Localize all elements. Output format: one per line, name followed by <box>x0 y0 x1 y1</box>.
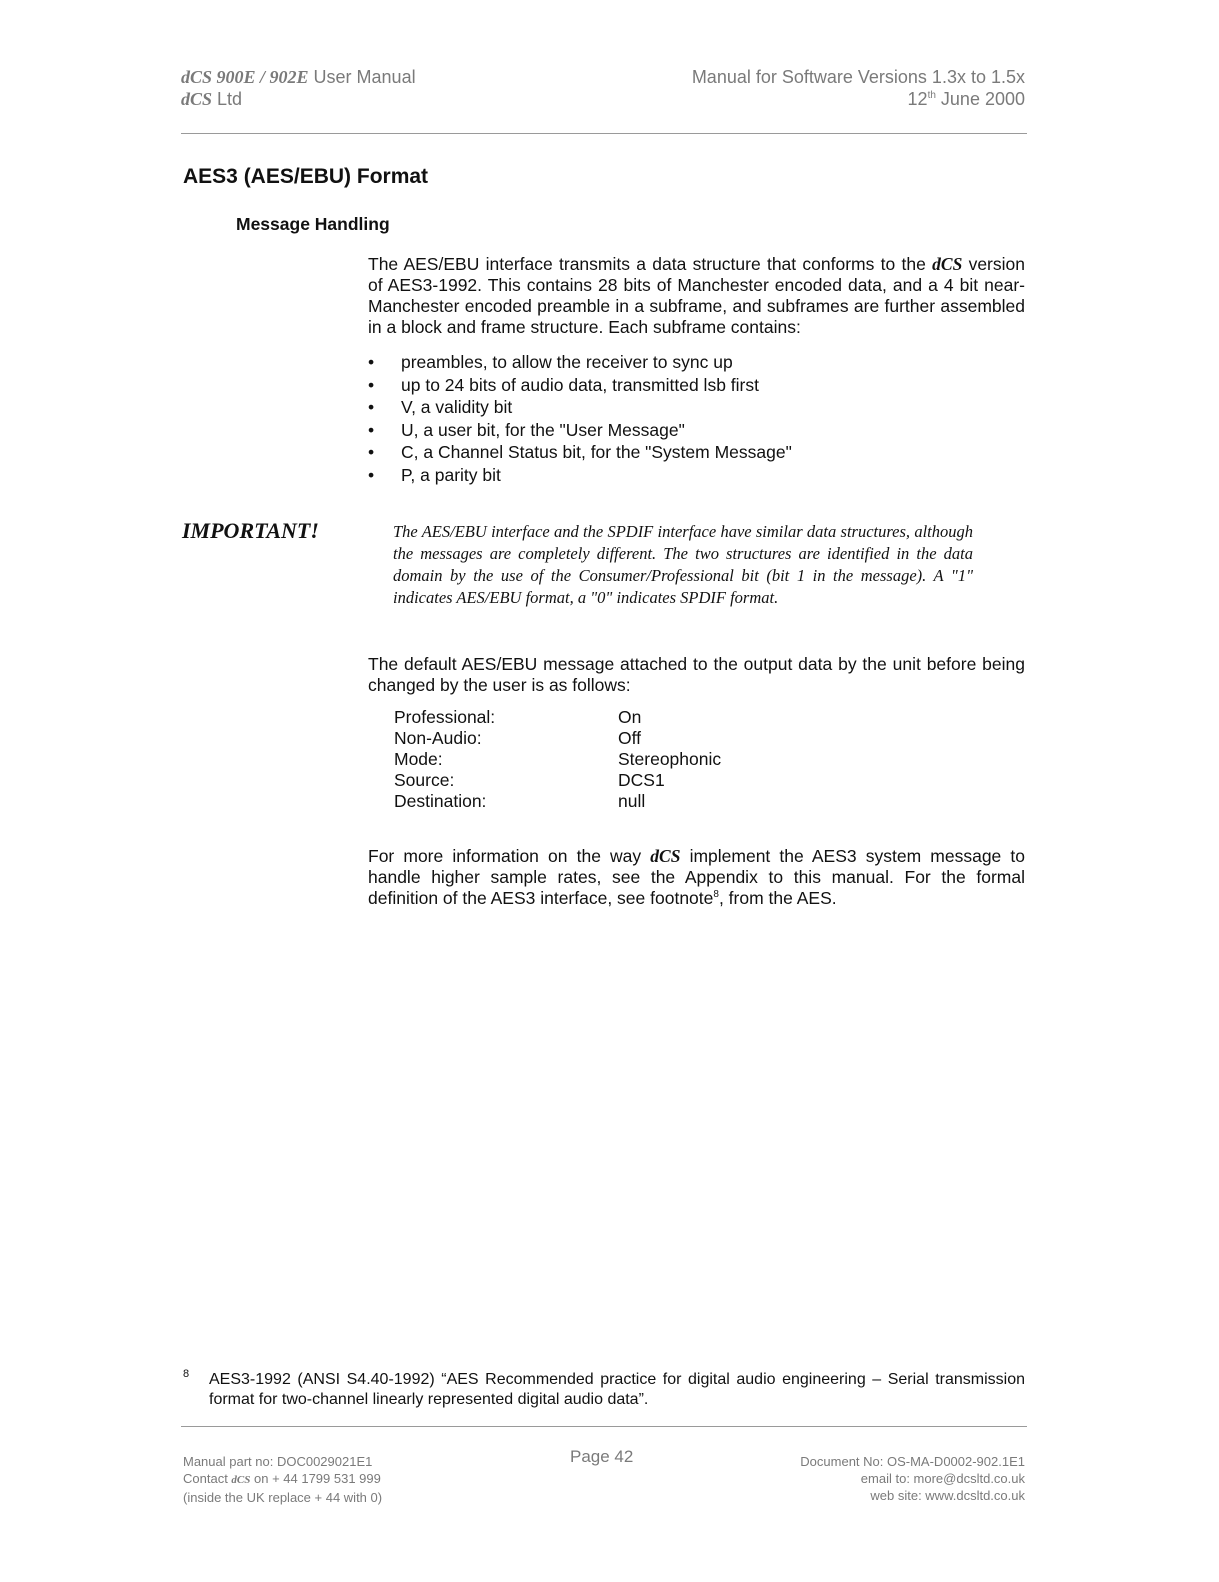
company-brand: dCS <box>181 89 213 109</box>
default-message-table <box>394 707 721 812</box>
subsection-title: Message Handling <box>236 214 390 234</box>
footnote-ref[interactable]: 8 <box>713 889 719 901</box>
website-link[interactable]: web site: www.dcsltd.co.uk <box>870 1488 1025 1503</box>
table-row <box>394 749 721 770</box>
important-label: IMPORTANT! <box>182 518 319 543</box>
field-label: Non-Audio: <box>394 728 482 748</box>
footnote-number: 8 <box>183 1368 190 1380</box>
software-versions: Manual for Software Versions 1.3x to 1.5x <box>691 67 1025 87</box>
header-product <box>181 66 416 88</box>
company-suffix: Ltd <box>212 89 243 109</box>
bullet-icon: • <box>368 374 375 395</box>
bullet-icon: • <box>368 464 375 485</box>
section-title: AES3 (AES/EBU) Format <box>183 165 429 188</box>
field-value: Stereophonic <box>618 749 722 769</box>
important-note-text: The AES/EBU interface and the SPDIF interface have similar data structures, although the messages are completely different. The two structures are identified in the data domain by the use of the Consumer/Professional bit (bit 1 in the message). A "1" indicates AES/EBU format, a "0" indicates SPDIF format. <box>393 522 973 607</box>
bullet-icon: • <box>368 397 375 417</box>
field-label: Source: <box>394 770 455 790</box>
bullet-icon: • <box>368 352 375 372</box>
field-label: Destination: <box>394 791 487 811</box>
list-item-text: P, a parity bit <box>401 464 501 485</box>
footer-left <box>183 1453 382 1506</box>
table-row <box>394 791 721 812</box>
list-item <box>368 419 1025 442</box>
bullet-icon: • <box>368 442 375 462</box>
subframe-contents-list <box>368 351 1025 486</box>
footer-divider <box>181 1426 1027 1427</box>
more-info-paragraph <box>368 846 1025 909</box>
product-brand: dCS 900E / 902E <box>181 67 309 87</box>
contact-line <box>183 1470 382 1489</box>
list-item-text: up to 24 bits of audio data, transmitted lsb first <box>401 374 759 395</box>
more-info-text-2: implement the AES3 system message to handle higher sample rates, see the Appendix to this manual. For the formal definition of the AES3 interface, see footnote <box>368 846 1025 908</box>
manual-part-no: Manual part no: DOC0029021E1 <box>183 1454 373 1469</box>
more-info-brand: dCS <box>650 846 681 866</box>
field-value: On <box>618 707 642 727</box>
more-info-text-3: , from the AES. <box>718 888 837 908</box>
list-item <box>368 396 1025 419</box>
list-item <box>368 441 1025 464</box>
list-item <box>368 374 1025 397</box>
field-label: Mode: <box>394 749 443 769</box>
header-company <box>181 88 242 110</box>
uk-note: (inside the UK replace + 44 with 0) <box>183 1490 383 1505</box>
product-suffix: User Manual <box>308 67 416 87</box>
header-divider <box>181 133 1027 134</box>
contact-phone: on + 44 1799 531 999 <box>250 1471 381 1486</box>
contact-prefix: Contact <box>183 1471 232 1486</box>
field-value: null <box>618 791 646 811</box>
table-row <box>394 728 721 749</box>
field-value: Off <box>618 728 642 748</box>
header-date <box>908 88 1025 110</box>
date-ordinal: th <box>927 90 936 101</box>
default-message-intro: The default AES/EBU message attached to the output data by the unit before being changed by the user is as follows: <box>368 654 1025 695</box>
list-item-text: preambles, to allow the receiver to sync up <box>401 352 733 372</box>
footer-right <box>800 1453 1025 1504</box>
table-row <box>394 770 721 791</box>
field-label: Professional: <box>394 707 496 727</box>
list-item <box>368 464 1025 487</box>
list-item-text: V, a validity bit <box>401 397 513 417</box>
contact-brand: dCS <box>231 1474 251 1486</box>
bullet-icon: • <box>368 419 375 440</box>
footnote-text: AES3-1992 (ANSI S4.40-1992) “AES Recommended practice for digital audio engineering – Serial transmission format for two-channel linearly represented digital audio data”. <box>209 1371 1025 1408</box>
table-row <box>394 707 721 728</box>
document-number: Document No: OS-MA-D0002-902.1E1 <box>800 1454 1025 1469</box>
field-value: DCS1 <box>618 770 665 790</box>
list-item <box>368 351 1025 374</box>
intro-text-1: The AES/EBU interface transmits a data structure that conforms to the <box>368 254 933 274</box>
more-info-text-1: For more information on the way <box>368 846 651 866</box>
date-day: 12 <box>907 89 928 109</box>
list-item-text: U, a user bit, for the "User Message" <box>401 419 685 440</box>
email-link[interactable]: email to: more@dcsltd.co.uk <box>860 1471 1025 1486</box>
list-item-text: C, a Channel Status bit, for the "System Message" <box>401 442 792 462</box>
intro-brand: dCS <box>932 254 963 274</box>
intro-text-2: version of AES3-1992. This contains 28 bits of Manchester encoded data, and a 4 bit near-Manchester encoded preamble in a subframe, and subframes are further assembled in a block and frame structure. Each subframe contains: <box>368 254 1025 337</box>
page-number: Page 42 <box>570 1447 634 1466</box>
date-rest: June 2000 <box>935 89 1025 109</box>
intro-paragraph <box>368 254 1025 338</box>
